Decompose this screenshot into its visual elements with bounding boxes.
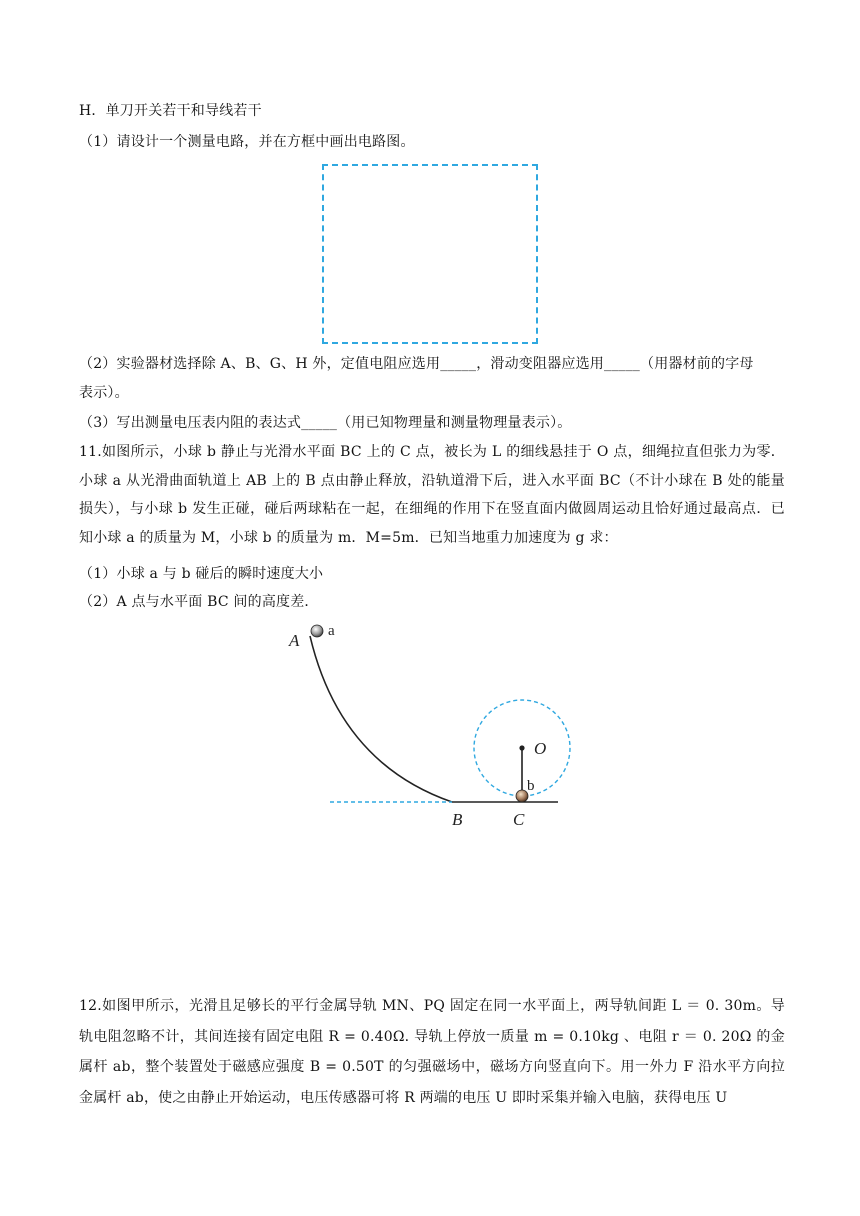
question-2-line1: （2）实验器材选择除 A、B、G、H 外，定值电阻应选用_____，滑动变阻器应选用_____（用器材前的字母 (79, 356, 754, 372)
question-1: （1）请设计一个测量电路，并在方框中画出电路图。 (79, 134, 415, 150)
problem-11-sub1: （1）小球 a 与 b 碰后的瞬时速度大小 (79, 566, 324, 582)
equipment-item-h: H．单刀开关若干和导线若干 (79, 103, 262, 119)
label-a: a (328, 623, 335, 639)
ball-a (311, 625, 323, 637)
label-B: B (452, 810, 463, 829)
pivot-point (519, 745, 524, 750)
problem-12-text: 12.如图甲所示，光滑且足够长的平行金属导轨 MN、PQ 固定在同一水平面上，两导轨间距 L ＝ 0. 30m。导轨电阻忽略不计，其间连接有固定电阻 R = 0.40Ω. 导轨上停放一质量 m = 0.10kg 、电阻 r ＝ 0. 20Ω 的金属杆 ab，整个装置处于磁感应强度 B = 0.50T 的匀强磁场中，磁场方向竖直向下。用一外力 F 沿水平方向拉金属杆 ab，使之由静止开始运动，电压传感器可将 R 两端的电压 U 即时采集并输入电脑，获得电压 U (79, 998, 785, 1106)
label-O: O (534, 739, 547, 758)
question-3: （3）写出测量电压表内阻的表达式_____（用已知物理量和测量物理量表示）。 (79, 415, 572, 431)
curved-track (310, 636, 452, 802)
problem-11-text: 11.如图所示，小球 b 静止与光滑水平面 BC 上的 C 点，被长为 L 的细线悬挂于 O 点，细绳拉直但张力为零．小球 a 从光滑曲面轨道上 AB 上的 B 点由静止释放，沿轨道滑下后，进入水平面 BC（不计小球在 B 处的能量损失），与小球 b 发生正碰，碰后两球粘在一起，在细绳的作用下在竖直面内做圆周运动且恰好通过最高点．已知小球 a 的质量为 M，小球 b 的质量为 m．M=5m．已知当地重力加速度为 g 求： (79, 444, 785, 546)
track-collision-figure (280, 618, 580, 840)
problem-11-sub2: （2）A 点与水平面 BC 间的高度差． (79, 594, 319, 610)
circuit-drawing-box (322, 164, 538, 344)
label-A: A (289, 631, 300, 650)
label-C: C (513, 810, 525, 829)
question-2-line2: 表示）。 (79, 385, 129, 401)
label-b: b (527, 778, 535, 794)
